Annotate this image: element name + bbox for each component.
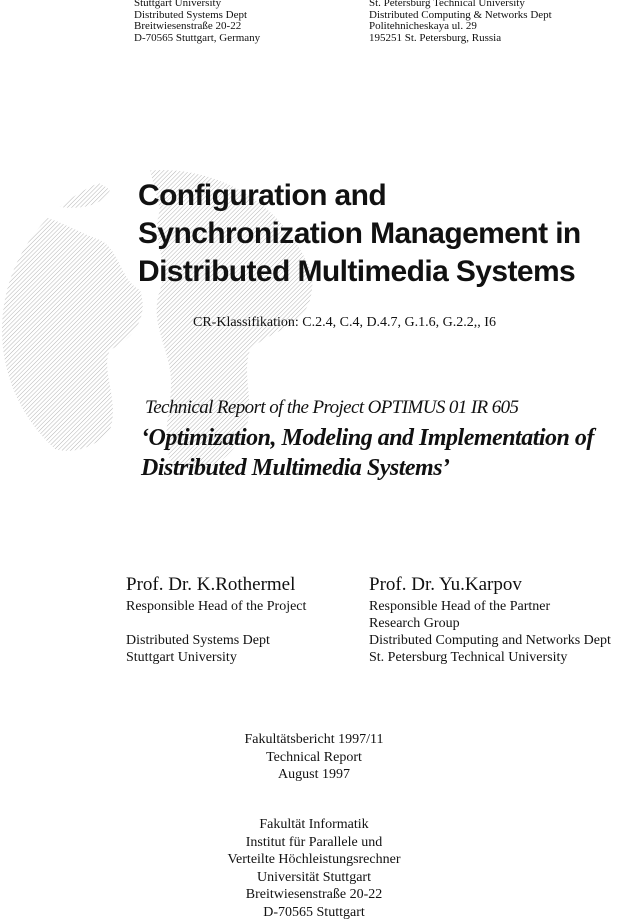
faculty-line: Universität Stuttgart [0,869,628,887]
author-university: Stuttgart University [126,649,306,666]
address-line: Politehnicheskaya ul. 29 [369,21,552,33]
continent-shape [40,175,110,208]
title-line: Configuration and [138,177,581,215]
address-line: St. Petersburg Technical University [369,0,552,10]
faculty-line: Verteilte Höchleistungsrechner [0,851,628,869]
author-name: Prof. Dr. K.Rothermel [126,574,306,596]
faculty-line: Institut für Parallele und [0,834,628,852]
project-title-line: Distributed Multimedia Systems’ [141,453,594,483]
report-type: Technical Report [0,749,628,767]
report-subtitle: Technical Report of the Project OPTIMUS 01 IR 605 [145,397,518,419]
continent-shape [0,213,143,451]
faculty-line: Fakultät Informatik [0,816,628,834]
author-block-left [126,574,306,666]
title-line: Synchronization Management in [138,215,581,253]
title-line: Distributed Multimedia Systems [138,253,581,291]
address-line: Distributed Computing & Networks Dept [369,10,552,22]
address-right [369,0,552,44]
cr-classification: CR-Klassifikation: C.2.4, C.4, D.4.7, G.1.6, G.2.2,, I6 [193,315,496,331]
faculty-line: D-70565 Stuttgart [0,904,628,921]
report-date: August 1997 [0,766,628,784]
project-title-line: ‘Optimization, Modeling and Implementation of [141,423,594,453]
faculty-address [0,816,628,921]
address-line: D-70565 Stuttgart, Germany [134,33,260,45]
report-info [0,731,628,784]
author-dept: Distributed Systems Dept [126,632,306,649]
report-number: Fakultätsbericht 1997/11 [0,731,628,749]
project-title [141,423,594,483]
address-line: Stuttgart University [134,0,260,10]
address-line: 195251 St. Petersburg, Russia [369,33,552,45]
author-name: Prof. Dr. Yu.Karpov [369,574,611,596]
address-line: Breitwiesenstraße 20-22 [134,21,260,33]
author-role: Responsible Head of the Project [126,598,306,615]
author-role: Research Group [369,615,611,632]
author-block-right [369,574,611,666]
author-dept: Distributed Computing and Networks Dept [369,632,611,649]
author-university: St. Petersburg Technical University [369,649,611,666]
address-left [134,0,260,44]
author-role: Responsible Head of the Partner [369,598,611,615]
faculty-line: Breitwiesenstraße 20-22 [0,886,628,904]
document-title [138,177,581,291]
address-line: Distributed Systems Dept [134,10,260,22]
